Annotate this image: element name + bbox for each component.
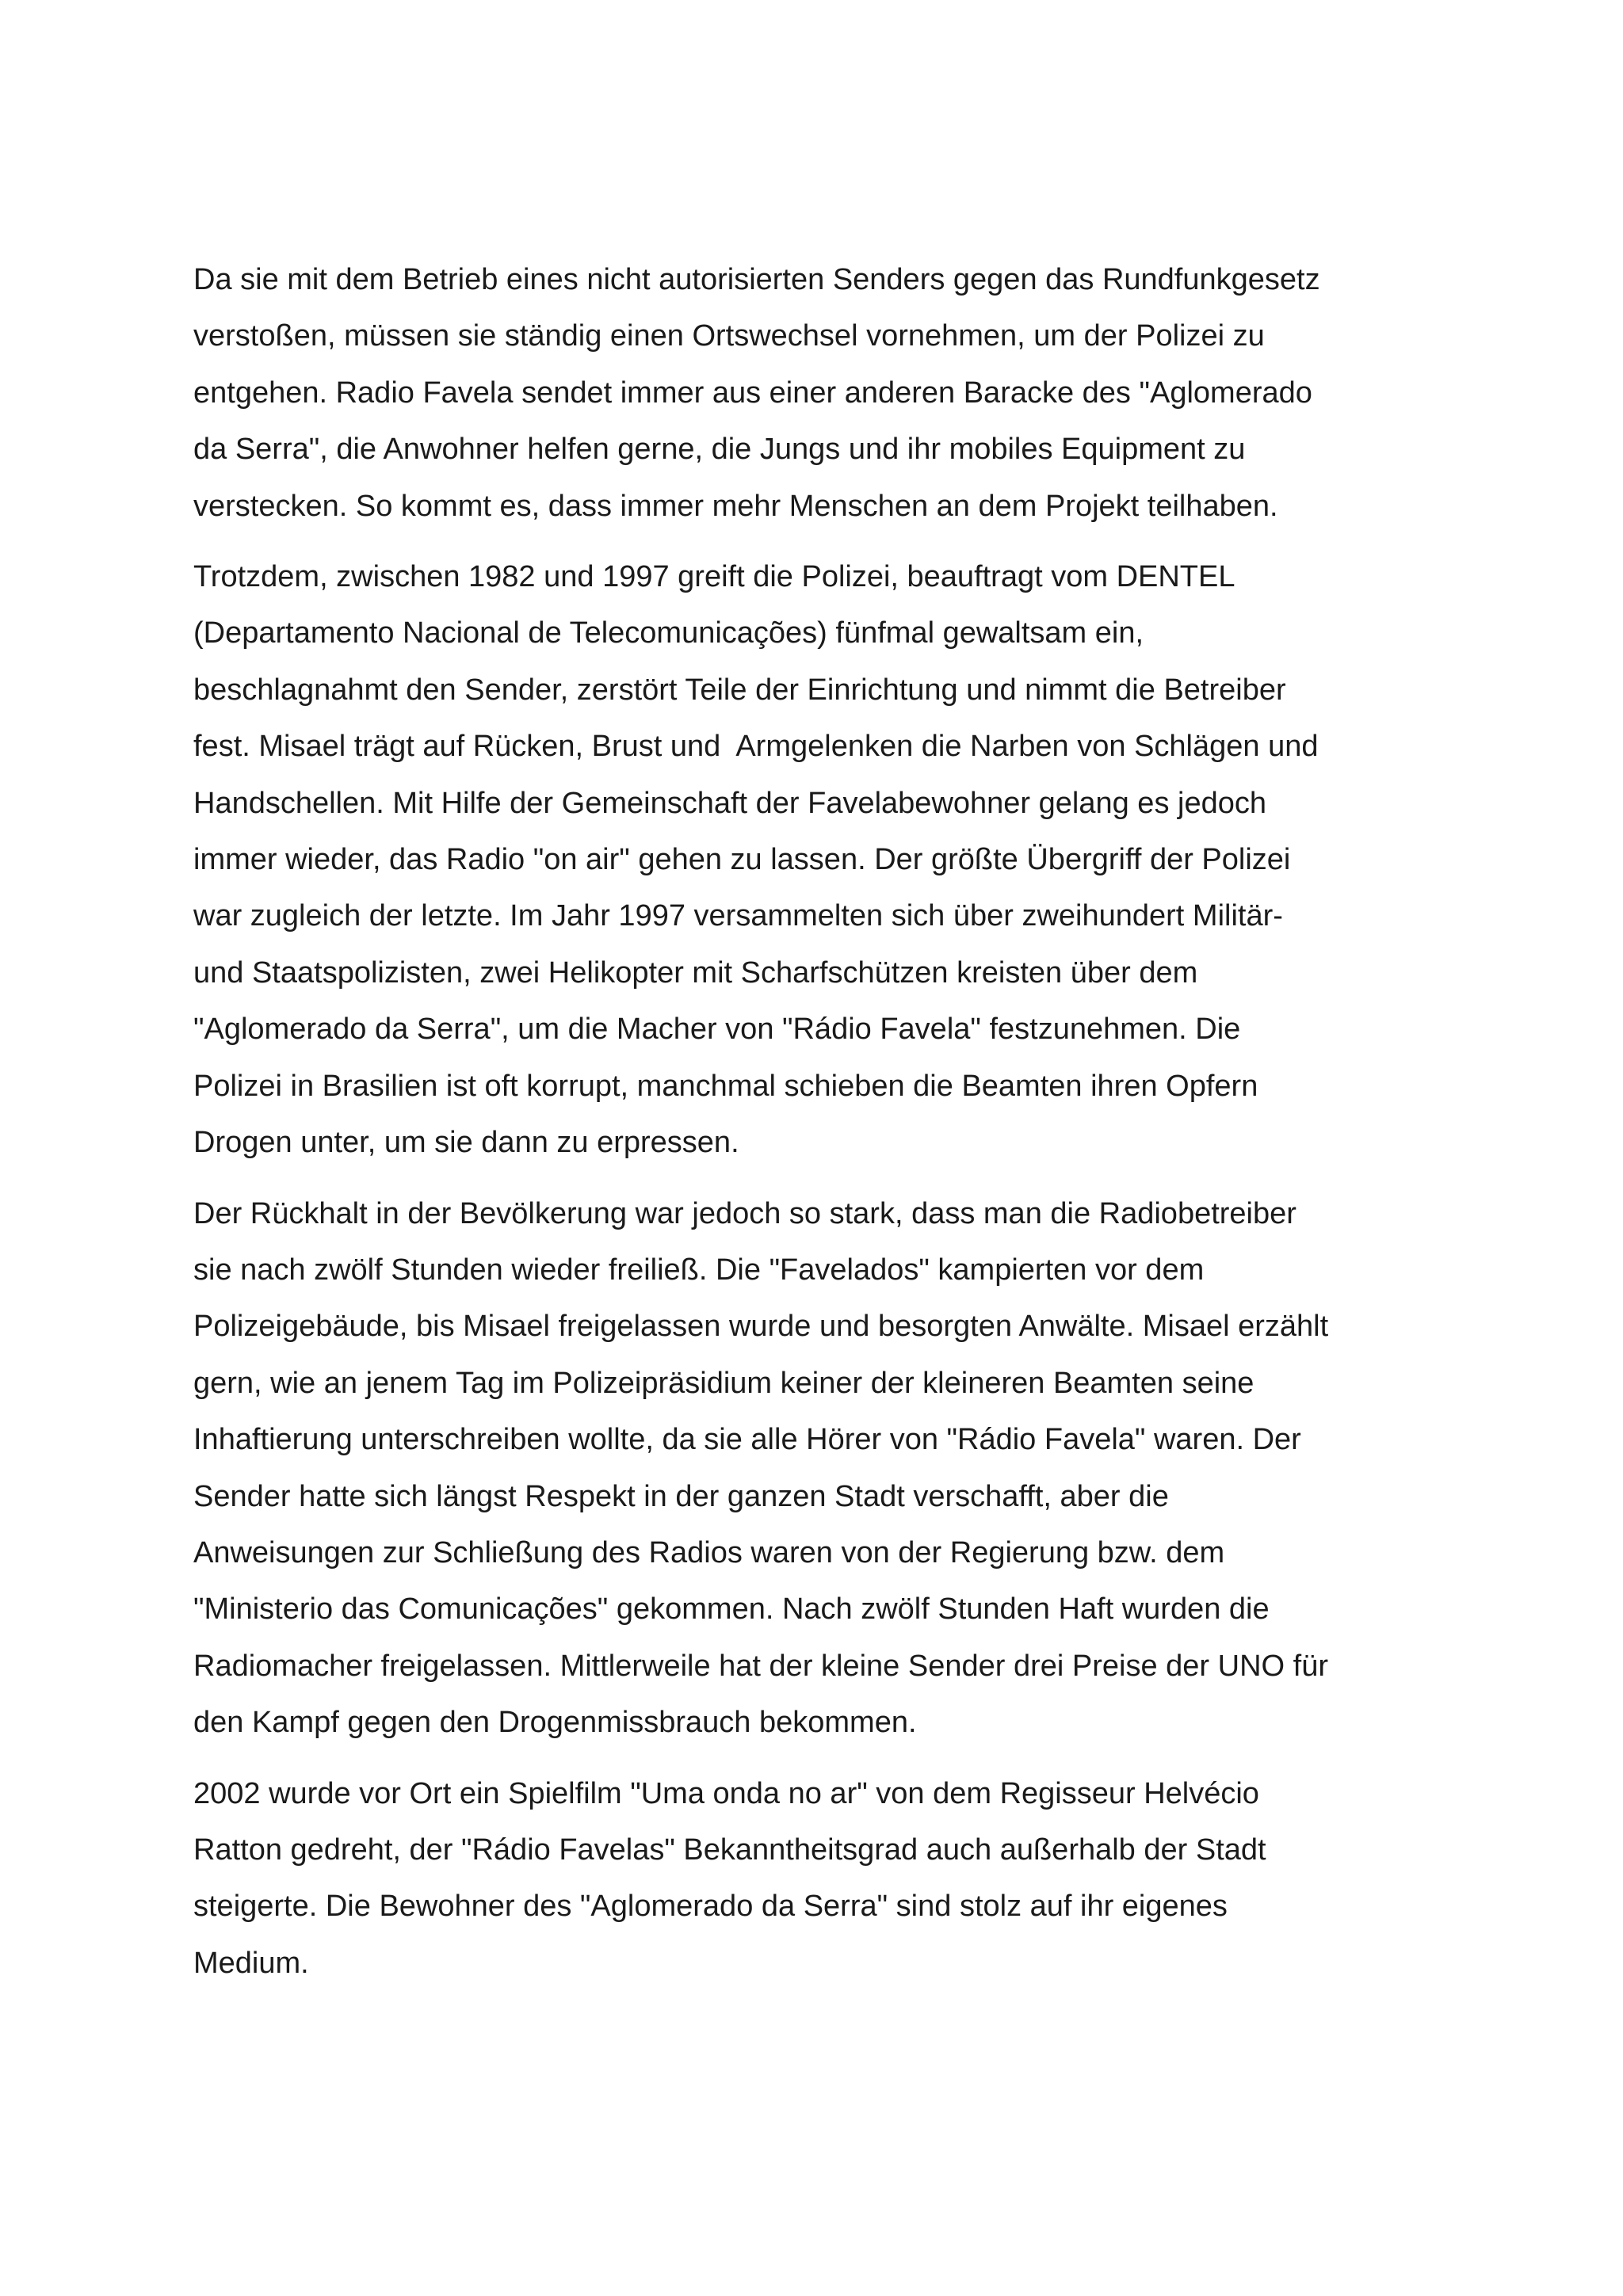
document-body [193, 252, 1461, 2006]
text-line: entgehen. Radio Favela sendet immer aus einer anderen Baracke des "Aglomerado [193, 376, 1312, 410]
paragraph-1 [193, 252, 1461, 535]
text-line: beschlagnahmt den Sender, zerstört Teile der Einrichtung und nimmt die Betreiber [193, 673, 1286, 707]
text-line: und Staatspolizisten, zwei Helikopter mit Scharfschützen kreisten über dem [193, 955, 1198, 990]
text-line: (Departamento Nacional de Telecomunicações) fünfmal gewaltsam ein, [193, 616, 1144, 650]
text-line: sie nach zwölf Stunden wieder freiließ. Die "Favelados" kampierten vor dem [193, 1253, 1205, 1287]
text-line: "Ministerio das Comunicações" gekommen. Nach zwölf Stunden Haft wurden die [193, 1592, 1270, 1627]
text-line: Handschellen. Mit Hilfe der Gemeinschaft der Favelabewohner gelang es jedoch [193, 786, 1266, 820]
text-line: war zugleich der letzte. Im Jahr 1997 versammelten sich über zweihundert Militär- [193, 899, 1283, 933]
text-line: immer wieder, das Radio "on air" gehen zu lassen. Der größte Übergriff der Polizei [193, 843, 1291, 877]
paragraph-2 [193, 549, 1461, 1171]
text-line: steigerte. Die Bewohner des "Aglomerado da Serra" sind stolz auf ihr eigenes [193, 1890, 1228, 1924]
text-line: verstecken. So kommt es, dass immer mehr Menschen an dem Projekt teilhaben. [193, 489, 1278, 523]
text-line: verstoßen, müssen sie ständig einen Ortswechsel vornehmen, um der Polizei zu [193, 319, 1265, 353]
text-line: da Serra", die Anwohner helfen gerne, die Jungs und ihr mobiles Equipment zu [193, 433, 1246, 467]
text-line: Drogen unter, um sie dann zu erpressen. [193, 1126, 739, 1160]
text-line: Inhaftierung unterschreiben wollte, da sie alle Hörer von "Rádio Favela" waren. Der [193, 1423, 1301, 1457]
text-line: Polizeigebäude, bis Misael freigelassen wurde und besorgten Anwälte. Misael erzählt [193, 1310, 1329, 1344]
paragraph-3 [193, 1186, 1461, 1752]
text-line: Polizei in Brasilien ist oft korrupt, manchmal schieben die Beamten ihren Opfern [193, 1069, 1258, 1103]
text-line: Medium. [193, 1946, 309, 1980]
text-line: Trotzdem, zwischen 1982 und 1997 greift die Polizei, beauftragt vom DENTEL [193, 560, 1235, 594]
text-line: gern, wie an jenem Tag im Polizeipräsidium keiner der kleineren Beamten seine [193, 1366, 1254, 1400]
text-line: 2002 wurde vor Ort ein Spielfilm "Uma onda no ar" von dem Regisseur Helvécio [193, 1776, 1259, 1810]
text-line: den Kampf gegen den Drogenmissbrauch bekommen. [193, 1706, 917, 1740]
text-line: Da sie mit dem Betrieb eines nicht autorisierten Senders gegen das Rundfunkgesetz [193, 263, 1320, 296]
text-line: fest. Misael trägt auf Rücken, Brust und Armgelenken die Narben von Schlägen und [193, 730, 1319, 764]
text-line: Der Rückhalt in der Bevölkerung war jedoch so stark, dass man die Radiobetreiber [193, 1196, 1296, 1230]
text-line: "Aglomerado da Serra", um die Macher von "Rádio Favela" festzunehmen. Die [193, 1013, 1241, 1047]
text-line: Ratton gedreht, der "Rádio Favelas" Bekanntheitsgrad auch außerhalb der Stadt [193, 1833, 1266, 1867]
text-line: Anweisungen zur Schließung des Radios waren von der Regierung bzw. dem [193, 1535, 1225, 1569]
text-line: Sender hatte sich längst Respekt in der ganzen Stadt verschafft, aber die [193, 1479, 1169, 1513]
paragraph-4 [193, 1766, 1461, 1993]
text-line: Radiomacher freigelassen. Mittlerweile hat der kleine Sender drei Preise der UNO für [193, 1649, 1328, 1683]
